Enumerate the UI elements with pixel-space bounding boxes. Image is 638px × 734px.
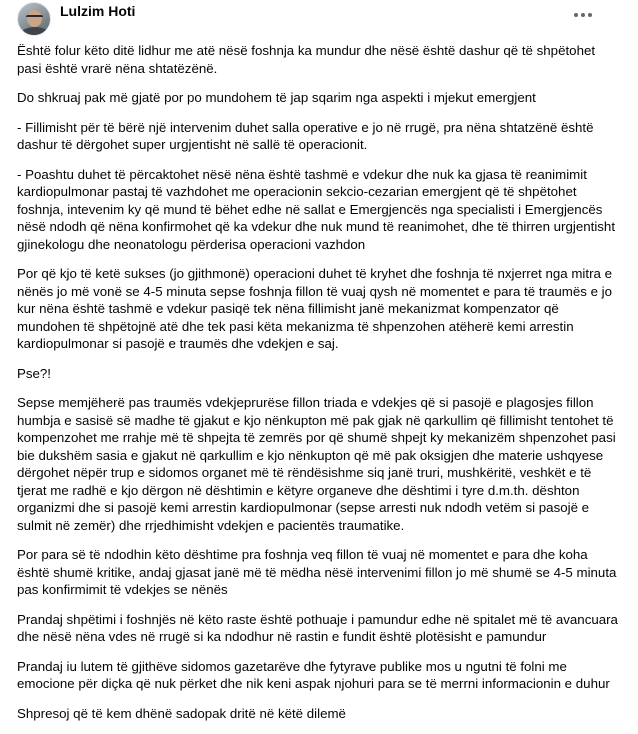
more-dot bbox=[588, 13, 592, 17]
post-paragraph: - Fillimisht për të bërë një intervenim duhet salla operative e jo në rrugë, pra nëna shtatzënë është dashur të dërgohet super urgjentisht në sallë të operacionit. bbox=[17, 119, 594, 152]
post-paragraph: Është folur këto ditë lidhur me atë nësë foshnja ka mundur dhe nësë është dashur që të shpëtohet pasi është vrarë nëna shtatëzënë. bbox=[17, 43, 596, 76]
more-options-icon[interactable] bbox=[571, 5, 595, 25]
author-name[interactable]: Lulzim Hoti bbox=[60, 3, 136, 19]
post-header bbox=[0, 0, 638, 44]
post-paragraph: Pse?! bbox=[17, 365, 52, 381]
post-paragraph: Prandaj shpëtimi i foshnjës në këto raste është pothuaje i pamundur edhe në spitalet më të avancuara dhe nësë nëna vdes në rrugë si ka ndodhur në rastin e fundit është plotësisht e pamundur bbox=[17, 611, 618, 644]
post-paragraph: Shpresoj që të kem dhënë sadopak dritë në këtë dilemë bbox=[17, 705, 346, 721]
post-paragraph: Prandaj iu lutem të gjithëve sidomos gazetarëve dhe fytyrave publike mos u ngutni të folni me emocione për diçka që nuk përket dhe nik keni aspak njohuri para se të merrni informacionin e duhur bbox=[17, 658, 610, 691]
author-avatar[interactable] bbox=[17, 2, 51, 36]
post-paragraph: - Poashtu duhet të përcaktohet nësë nëna është tashmë e vdekur dhe nuk ka gjasa të reanimimit kardiopulmonar pastaj të vazhdohet me operacionin sekcio-cezarian emergjent që të shpëtohet foshnja, intevenim ky që mund të bëhet edhe në sallat e Emergjencës nga specialisti i Emergjencës nësë ndodh që nëna konfirmohet që ka vdekur dhe nuk mund të reanimohet, dhe të thirren urgjentisht gjinekologu dhe neonatologu përderisa operacioni vazhdon bbox=[17, 166, 616, 252]
post-paragraph: Por që kjo të ketë sukses (jo gjithmonë) operacioni duhet të kryhet dhe foshnja të nxjerret nga mitra e nënës jo më vonë se 4-5 minuta sepse foshnja fillon të vuaj qysh në momentet e para të traumës e jo kur nëna është tashmë e vdekur pasiqë tek nëna fillimisht janë mekanizmat kompenzator që mundohen të shpëtojnë atë dhe tek pasi këta mekanizma të shpenzohen atëherë kemi arrestin kardiopulmonar si pasojë e traumës dhe vdekjen e saj. bbox=[17, 266, 613, 351]
post-paragraph: Do shkruaj pak më gjatë por po mundohem të jap sqarim nga aspekti i mjekut emergjent bbox=[17, 90, 536, 105]
post-text bbox=[17, 42, 621, 734]
more-dot bbox=[574, 13, 578, 17]
avatar-glasses bbox=[26, 15, 43, 21]
post-paragraph: Por para së të ndodhin këto dështime pra foshnja veq fillon të vuaj në momentet e para dhe koha është shumë kritike, andaj gjasat janë më të mëdha nësë intervenimi fillon jo më shumë se 4-5 minuta pas konfirmimit të vdekjes se nënës bbox=[17, 547, 617, 597]
post-paragraph: Sepse memjëherë pas traumës vdekjeprurëse fillon triada e vdekjes që si pasojë e plagosjes fillon humbja e sasisë së madhe të gjakut e kjo nënkupton më pak gjak në qarkullim që fillimisht tentohet të kompenzohet me rrahje më të shpejta të zemrës por që shumë shpejt ky mekanizëm shpenzohet pasi bie dukshëm sasia e gjakut në qarkullim e kjo nënkupton që më pak oksigjen dhe materie ushqyese dërgohet nëpër trup e sidomos organet më të rëndësishme siq janë truri, mushkëritë, veshkët e të tjerat me radhë e kjo dërgon në dështimin e këtyre organeve dhe dështimi i tyre d.m.th. dështon organizmi dhe si pasojë kemi arrestin kardiopulmonar (sepse arresti nuk ndodh vetëm si pasojë e sulmit në zemër) dhe rrjedhimisht vdekjen e pacientës traumatike. bbox=[17, 395, 616, 533]
more-dot bbox=[581, 13, 585, 17]
avatar-shoulders bbox=[20, 27, 50, 36]
